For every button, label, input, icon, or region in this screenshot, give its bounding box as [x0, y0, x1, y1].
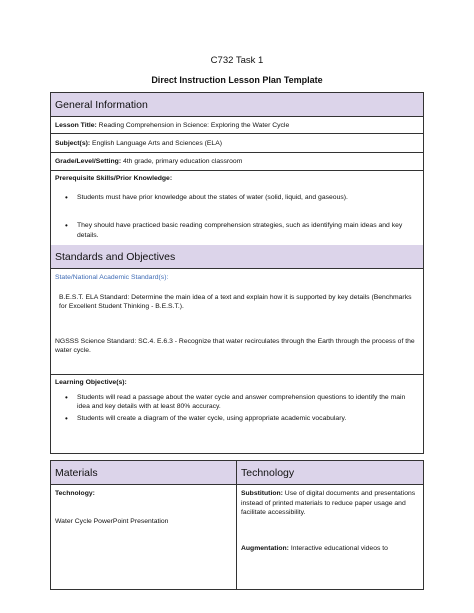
grade-value: 4th grade, primary education classroom — [121, 158, 243, 165]
substitution-label: Substitution: — [241, 490, 283, 497]
general-information-heading: General Information — [51, 93, 423, 117]
list-item: • Students will create a diagram of the water cycle, using appropriate academic vocabulary. — [77, 414, 419, 424]
grade-row — [51, 153, 423, 171]
ngsss-standard: NGSSS Science Standard: SC.4. E.6.3 - Recognize that water recirculates through the Earth through the process of the water cycle. — [55, 337, 415, 354]
standards-row — [51, 269, 423, 375]
list-item: • Students will read a passage about the water cycle and answer comprehension questions to identify the main idea and key details with at least 80% accuracy. — [77, 393, 419, 412]
materials-item: Water Cycle PowerPoint Presentation — [55, 517, 169, 525]
subjects-row — [51, 134, 423, 153]
standards-heading: Standards and Objectives — [51, 245, 423, 269]
task-heading: C732 Task 1 — [210, 55, 264, 66]
augmentation-value: Interactive educational videos to — [288, 544, 388, 552]
materials-technology-body-row — [51, 485, 423, 589]
objectives-list — [55, 393, 419, 424]
lesson-title-row — [51, 117, 423, 134]
materials-heading: Materials — [51, 461, 237, 484]
materials-technology-heading-row — [51, 461, 423, 485]
materials-cell — [51, 485, 237, 589]
document-title: Direct Instruction Lesson Plan Template — [151, 75, 323, 85]
materials-technology-label: Technology: — [55, 490, 95, 497]
prerequisite-label: Prerequisite Skills/Prior Knowledge: — [55, 175, 173, 182]
general-information-table — [50, 92, 424, 256]
augmentation-entry — [241, 544, 419, 554]
best-standard: B.E.S.T. ELA Standard: Determine the main idea of a text and explain how it is supported by key details (Benchmarks for Excellent Student Thinking - B.E.S.T.). — [59, 293, 412, 310]
objectives-label: Learning Objective(s): — [55, 379, 127, 386]
augmentation-label: Augmentation: — [241, 544, 289, 552]
standards-table — [50, 245, 424, 454]
technology-cell — [237, 485, 423, 589]
lesson-title-value: Reading Comprehension in Science: Exploring the Water Cycle — [96, 122, 290, 129]
objectives-row — [51, 375, 423, 453]
list-item: • They should have practiced basic reading comprehension strategies, such as identifying main ideas and key details. — [77, 221, 419, 240]
subjects-value: English Language Arts and Sciences (ELA) — [90, 140, 222, 147]
substitution-entry — [241, 489, 419, 518]
state-standards-label: State/National Academic Standard(s): — [55, 274, 169, 281]
prerequisite-list — [55, 193, 419, 241]
substitution-value: Use of digital documents and presentations instead of printed materials to reduce paper usage and facilitate accessibility. — [241, 490, 416, 516]
list-item: • Students must have prior knowledge about the states of water (solid, liquid, and gaseous). — [77, 193, 419, 203]
technology-heading: Technology — [241, 467, 295, 479]
materials-technology-table — [50, 460, 424, 590]
lesson-title-label: Lesson Title: — [55, 122, 97, 129]
prerequisite-row — [51, 171, 423, 255]
subjects-label: Subject(s): — [55, 140, 91, 147]
grade-label: Grade/Level/Setting: — [55, 158, 122, 165]
